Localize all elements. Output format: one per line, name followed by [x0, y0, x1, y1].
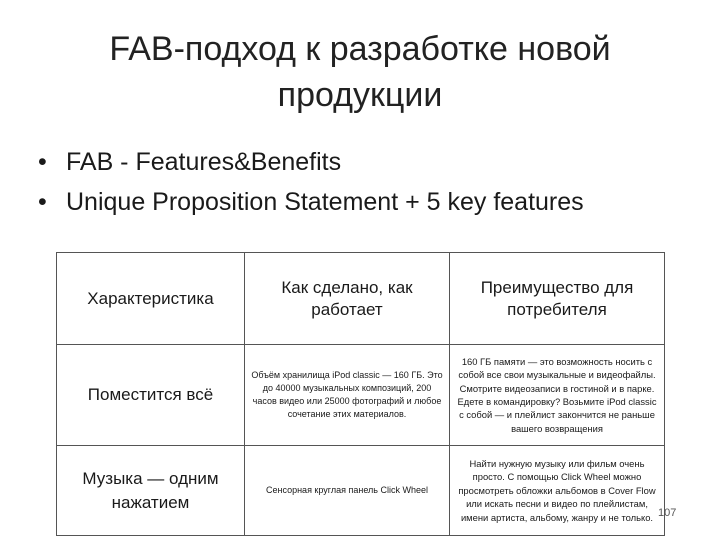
bullet-list — [36, 142, 696, 222]
table-cell-feature: Музыка — одним нажатием — [57, 446, 245, 536]
slide-title: FAB-подход к разработке новой продукции — [109, 30, 611, 114]
table-cell-benefit: Найти нужную музыку или фильм очень просто. С помощью Click Wheel можно просмотреть обложки альбомов в Cover Flow или искать песни и видео по плейлистам, имени артиста, альбому, жанру и не только. — [450, 446, 665, 536]
bullet-item — [36, 182, 696, 222]
table-cell-how: Сенсорная круглая панель Click Wheel — [245, 446, 450, 536]
header-cell-benefit: Преимущество для потребителя — [450, 253, 665, 345]
header-cell-how: Как сделано, как работает — [245, 253, 450, 345]
table-header-row — [57, 253, 665, 345]
table-cell-how: Объём хранилища iPod classic — 160 ГБ. Это до 40000 музыкальных композиций, 200 часов видео или 25000 фотографий и любое сочетание этих материалов. — [245, 345, 450, 446]
bullet-text: Unique Proposition Statement + 5 key features — [66, 188, 584, 216]
header-cell-feature: Характеристика — [57, 253, 245, 345]
table-cell-benefit: 160 ГБ памяти — это возможность носить с собой все свои музыкальные и видеофайлы. Смотрите видеозаписи в гостиной и в парке. Едете в командировку? Возьмите iPod classic с собой — и плейлист закончится не раньше вашего возвращения — [450, 345, 665, 446]
page-number: 107 — [658, 507, 677, 519]
bullet-dot-icon: • — [38, 188, 47, 216]
table-row — [57, 446, 665, 536]
table-row — [57, 345, 665, 446]
bullet-text: FAB - Features&Benefits — [66, 148, 342, 176]
bullet-item — [36, 142, 696, 182]
table-cell-feature: Поместится всё — [57, 345, 245, 446]
fab-table — [56, 252, 665, 536]
bullet-dot-icon: • — [38, 148, 47, 176]
